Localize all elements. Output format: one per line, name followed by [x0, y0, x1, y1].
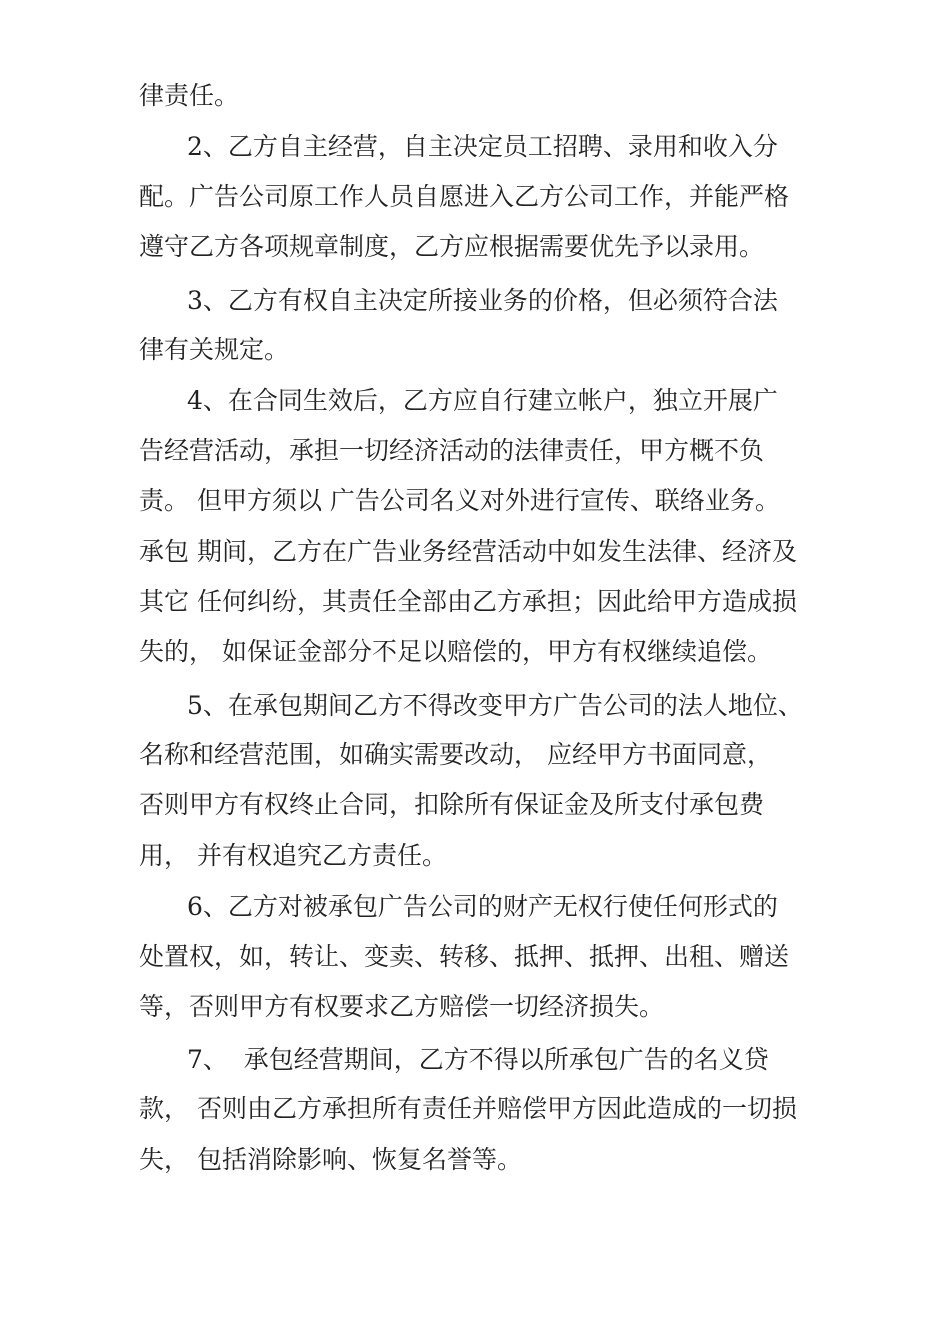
- text-line: 3、乙方有权自主决定所接业务的价格，但必须符合法: [187, 286, 778, 315]
- text-line: 4、在合同生效后，乙方应自行建立帐户，独立开展广: [187, 386, 778, 415]
- text-line: 名称和经营范围，如确实需要改动， 应经甲方书面同意，: [139, 740, 772, 769]
- text-line: 配。广告公司原工作人员自愿进入乙方公司工作，并能严格: [139, 182, 790, 211]
- text-line: 律有关规定。: [139, 335, 290, 364]
- text-line: 7、 承包经营期间，乙方不得以所承包广告的名义贷: [187, 1045, 769, 1074]
- text-line: 失的， 如保证金部分不足以赔偿的，甲方有权继续追偿。: [139, 637, 772, 666]
- text-line: 告经营活动，承担一切经济活动的法律责任，甲方概不负: [139, 436, 765, 465]
- text-line: 责。 但甲方须以 广告公司名义对外进行宣传、联络业务。: [139, 486, 780, 515]
- text-line: 失， 包括消除影响、恢复名誉等。: [139, 1145, 522, 1174]
- text-line: 等，否则甲方有权要求乙方赔偿一切经济损失。: [139, 992, 665, 1021]
- text-line: 承包 期间，乙方在广告业务经营活动中如发生法律、经济及: [139, 537, 797, 566]
- text-line: 5、在承包期间乙方不得改变甲方广告公司的法人地位、: [187, 691, 803, 720]
- text-line: 律责任。: [139, 81, 240, 110]
- text-line: 2、乙方自主经营，自主决定员工招聘、录用和收入分: [187, 132, 778, 161]
- text-line: 遵守乙方各项规章制度，乙方应根据需要优先予以录用。: [139, 232, 765, 261]
- text-line: 否则甲方有权终止合同，扣除所有保证金及所支付承包费: [139, 790, 765, 819]
- text-line: 其它 任何纠纷，其责任全部由乙方承担；因此给甲方造成损: [139, 587, 797, 616]
- text-line: 6、乙方对被承包广告公司的财产无权行使任何形式的: [187, 892, 778, 921]
- text-line: 款， 否则由乙方承担所有责任并赔偿甲方因此造成的一切损: [139, 1094, 797, 1123]
- text-line: 用， 并有权追究乙方责任。: [139, 841, 447, 870]
- text-line: 处置权，如，转让、变卖、转移、抵押、抵押、出租、赠送: [139, 942, 790, 971]
